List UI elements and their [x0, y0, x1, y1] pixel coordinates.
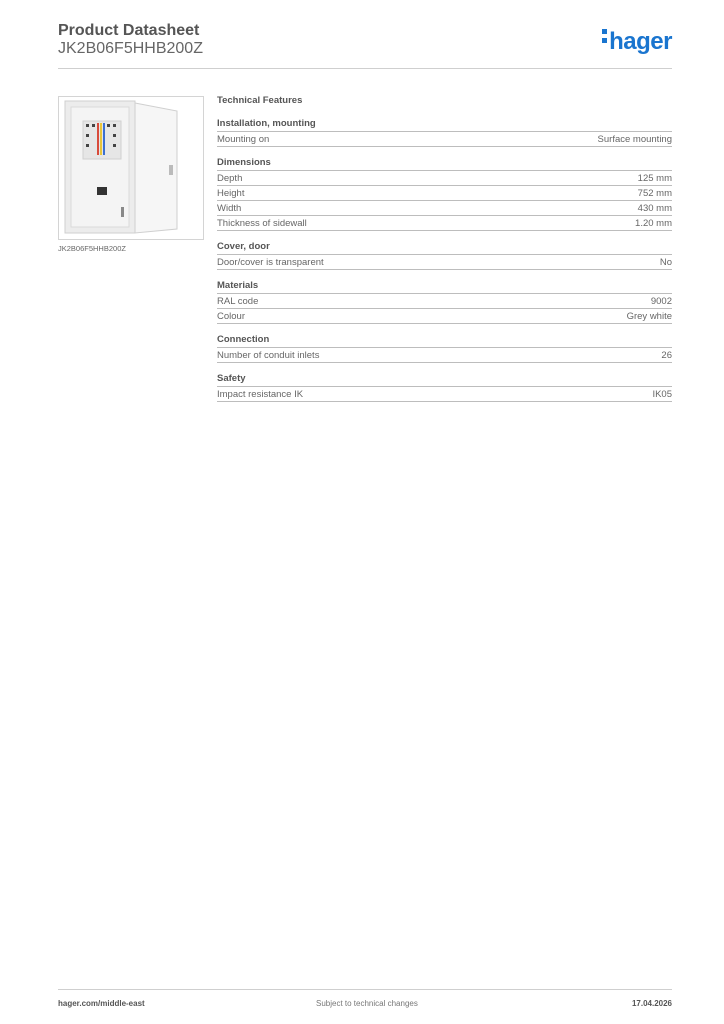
feature-row — [217, 186, 672, 201]
feature-row — [217, 255, 672, 270]
logo-text: hager — [609, 28, 672, 55]
feature-value: Grey white — [626, 311, 672, 322]
page-footer — [58, 989, 672, 1010]
section-title: Connection — [217, 333, 672, 348]
feature-value: 9002 — [650, 296, 672, 307]
section-title: Safety — [217, 372, 672, 387]
feature-section — [217, 117, 672, 147]
feature-label: Door/cover is transparent — [217, 257, 324, 268]
section-title: Materials — [217, 279, 672, 294]
logo-colon-icon — [602, 26, 609, 47]
feature-value: No — [659, 257, 672, 268]
page-title: Product Datasheet — [58, 22, 200, 39]
image-caption: JK2B06F5HHB200Z — [58, 244, 126, 253]
footer-date: 17.04.2026 — [631, 999, 672, 1008]
feature-section — [217, 240, 672, 270]
section-title: Dimensions — [217, 156, 672, 171]
product-image — [58, 96, 204, 240]
feature-row — [217, 309, 672, 324]
feature-section — [217, 279, 672, 324]
section-title: Installation, mounting — [217, 117, 672, 132]
feature-row — [217, 216, 672, 231]
feature-row — [217, 132, 672, 147]
distribution-board-icon — [59, 97, 203, 239]
page-header — [58, 22, 672, 69]
feature-section — [217, 372, 672, 402]
feature-value: 1.20 mm — [635, 218, 672, 229]
feature-row — [217, 201, 672, 216]
footer-website[interactable]: hager.com/middle-east — [58, 999, 145, 1008]
feature-label: Thickness of sidewall — [217, 218, 307, 229]
footer-notice: Subject to technical changes — [316, 999, 418, 1008]
feature-row — [217, 171, 672, 186]
feature-label: Impact resistance IK — [217, 389, 304, 400]
feature-label: Height — [217, 188, 245, 199]
feature-value: 752 mm — [637, 188, 672, 199]
feature-label: Depth — [217, 173, 243, 184]
features-title: Technical Features — [217, 95, 303, 106]
feature-row — [217, 348, 672, 363]
feature-label: RAL code — [217, 296, 259, 307]
feature-label: Width — [217, 203, 242, 214]
feature-value: Surface mounting — [597, 134, 672, 145]
feature-value: 26 — [661, 350, 672, 361]
feature-label: Number of conduit inlets — [217, 350, 320, 361]
hager-logo — [602, 28, 672, 56]
feature-row — [217, 294, 672, 309]
feature-value: 125 mm — [637, 173, 672, 184]
product-code: JK2B06F5HHB200Z — [58, 40, 203, 57]
feature-row — [217, 387, 672, 402]
feature-value: IK05 — [652, 389, 672, 400]
technical-features — [217, 95, 672, 411]
feature-section — [217, 333, 672, 363]
feature-label: Colour — [217, 311, 245, 322]
feature-section — [217, 156, 672, 231]
section-title: Cover, door — [217, 240, 672, 255]
feature-label: Mounting on — [217, 134, 270, 145]
feature-value: 430 mm — [637, 203, 672, 214]
features-sections — [217, 117, 672, 402]
